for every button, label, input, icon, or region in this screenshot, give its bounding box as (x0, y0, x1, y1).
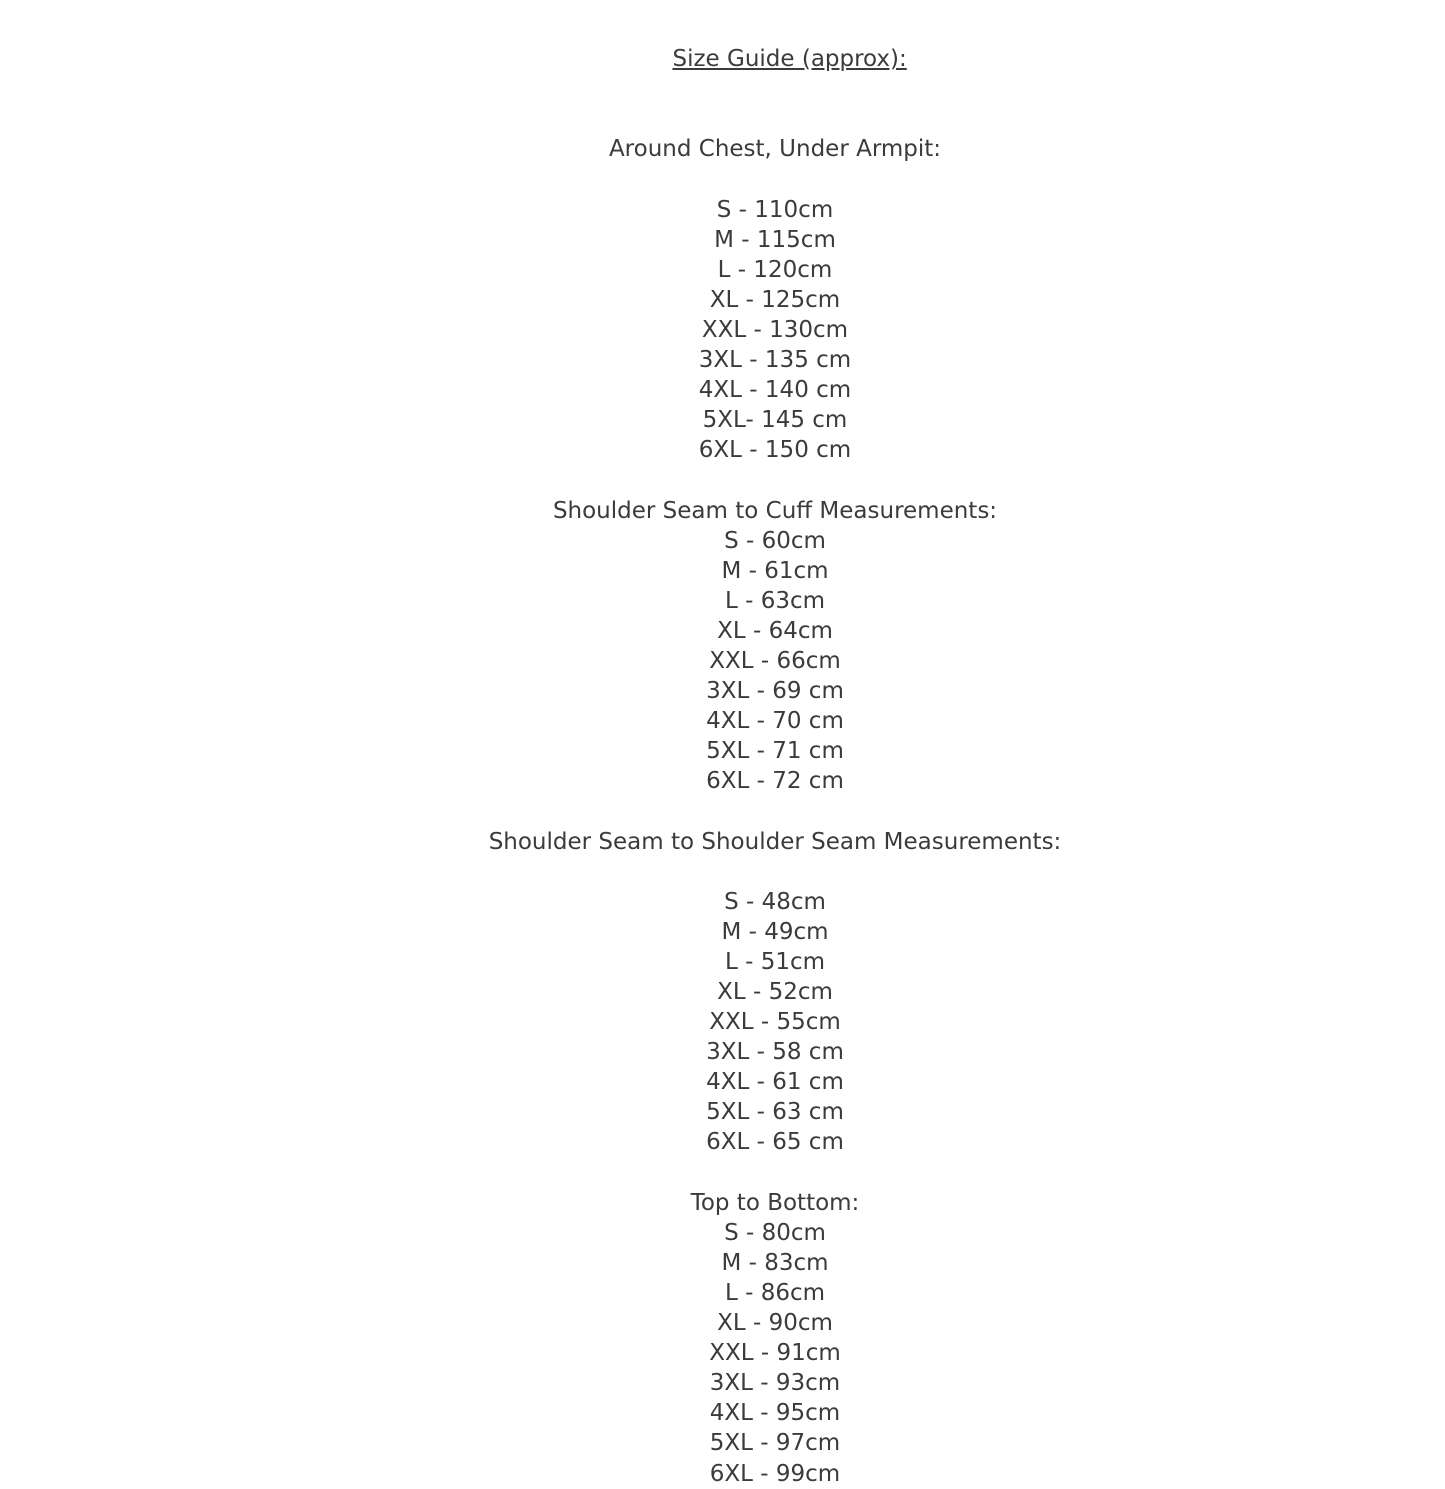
size-line: L - 86cm (724, 1279, 826, 1306)
blank-line (105, 1158, 1445, 1188)
size-line: 6XL - 99cm (709, 1460, 841, 1487)
size-line: M - 49cm (721, 918, 829, 945)
size-line: 5XL - 63 cm (706, 1099, 844, 1126)
size-line: M - 83cm (721, 1249, 829, 1276)
size-line: L - 63cm (724, 587, 826, 614)
section-heading: Shoulder Seam to Shoulder Seam Measurements: (488, 828, 1062, 855)
size-line: 3XL - 93cm (709, 1370, 841, 1397)
section-heading: Around Chest, Under Armpit: (608, 136, 942, 163)
size-line: 3XL - 135 cm (698, 347, 852, 374)
size-line: 3XL - 58 cm (706, 1039, 844, 1066)
size-line: L - 120cm (717, 256, 833, 283)
section-heading: Top to Bottom: (690, 1189, 860, 1216)
size-line: XXL - 66cm (709, 647, 841, 674)
size-line: XL - 64cm (717, 617, 833, 644)
blank-line (105, 465, 1445, 495)
blank-line (105, 796, 1445, 826)
size-line: 4XL - 61 cm (706, 1069, 844, 1096)
size-line: S - 110cm (716, 196, 834, 223)
size-line: 6XL - 150 cm (698, 437, 852, 464)
size-line: XL - 52cm (717, 979, 833, 1005)
size-line: XL - 90cm (717, 1310, 833, 1337)
blank-line (105, 857, 1445, 887)
size-line: 4XL - 70 cm (706, 708, 844, 735)
size-line: XXL - 91cm (709, 1340, 841, 1367)
size-line: 4XL - 140 cm (698, 377, 852, 404)
size-line: 5XL - 71 cm (706, 738, 844, 765)
section-heading: Shoulder Seam to Cuff Measurements: (552, 497, 998, 524)
page-title: Size Guide (approx): (672, 46, 907, 73)
size-line: XL - 125cm (709, 286, 841, 313)
size-line: 6XL - 65 cm (706, 1129, 844, 1156)
size-line: XXL - 130cm (701, 316, 849, 343)
size-line: S - 80cm (724, 1219, 826, 1246)
size-line: M - 61cm (721, 557, 829, 584)
size-line: 5XL- 145 cm (702, 407, 848, 434)
size-line: 6XL - 72 cm (706, 768, 844, 795)
size-line: M - 115cm (714, 226, 836, 253)
size-guide-sections (105, 104, 1445, 1488)
size-line: L - 51cm (724, 948, 826, 975)
size-line: 5XL - 97cm (709, 1430, 841, 1457)
blank-line (105, 164, 1445, 194)
size-line: 3XL - 69 cm (706, 678, 844, 705)
blank-line (105, 104, 1445, 134)
size-line: S - 48cm (724, 888, 826, 915)
size-line: XXL - 55cm (709, 1009, 841, 1036)
size-line: S - 60cm (724, 527, 826, 554)
size-line: 4XL - 95cm (709, 1400, 841, 1427)
page-title-line (105, 14, 1445, 104)
